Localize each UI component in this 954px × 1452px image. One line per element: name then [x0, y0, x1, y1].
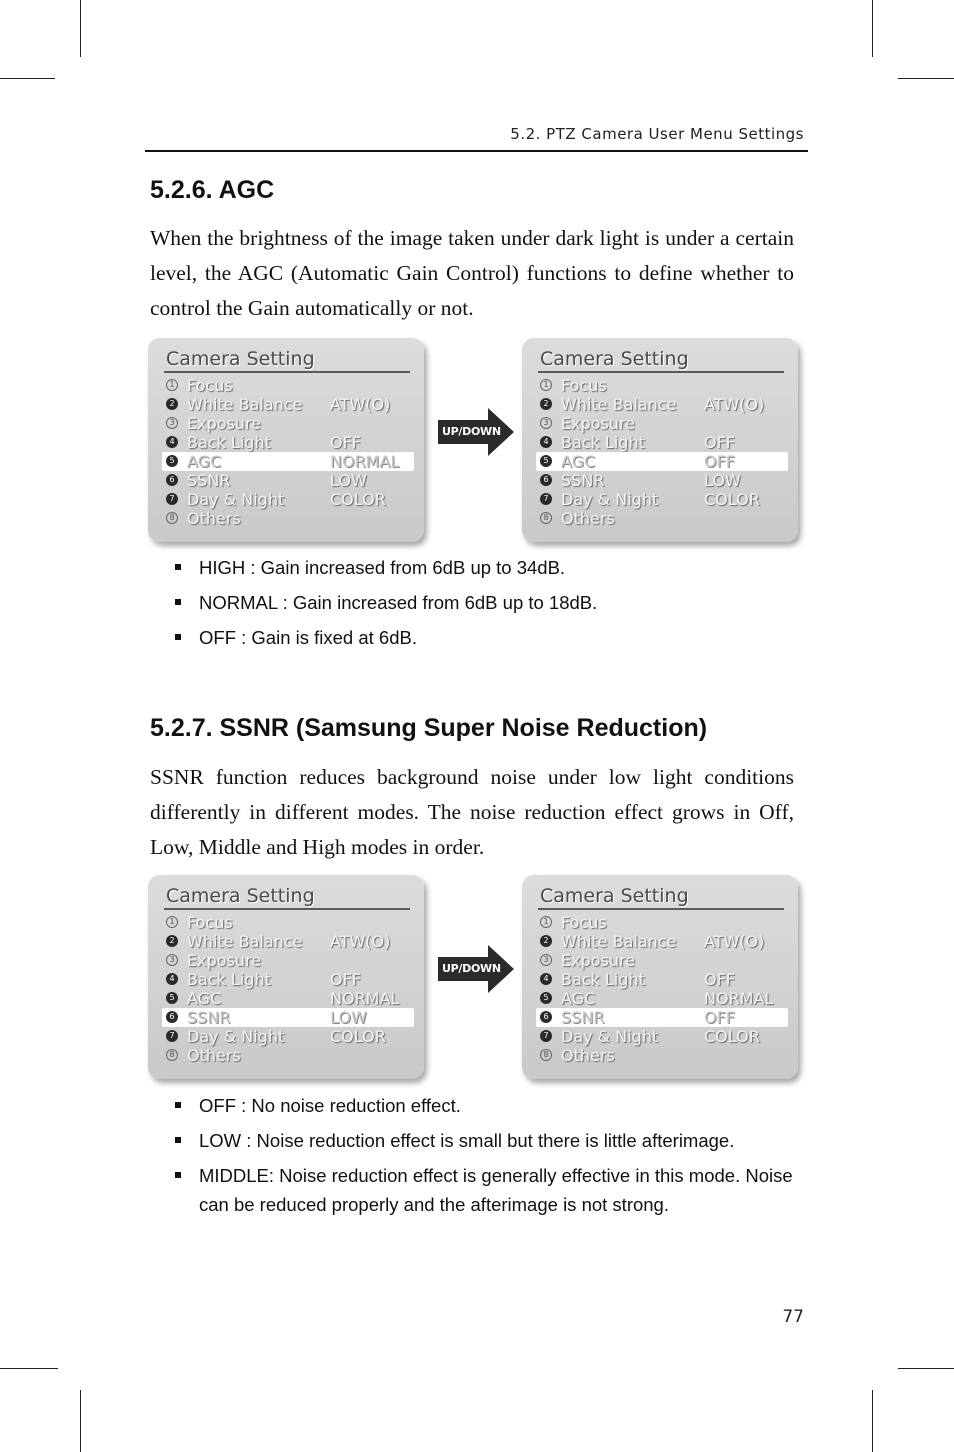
number-badge-icon: 3	[540, 417, 552, 429]
menu-row-label: Back Light	[187, 433, 271, 452]
number-badge-icon: 2	[166, 398, 178, 410]
menu-row-label: SSNR	[187, 471, 231, 490]
menu-row-label: AGC	[187, 989, 222, 1008]
arrow-label: UP/DOWN	[442, 425, 501, 438]
menu-row-ssnr-highlighted	[162, 1008, 414, 1027]
menu-row-focus	[162, 913, 414, 932]
menu-row-exposure	[536, 414, 788, 433]
camera-setting-panel-after	[522, 875, 798, 1079]
header-rule	[145, 150, 808, 152]
number-badge-icon: 1	[166, 379, 178, 391]
menu-row-day-night	[162, 490, 414, 509]
up-down-arrow-icon	[438, 945, 514, 993]
menu-row-value: NORMAL	[330, 989, 400, 1008]
menu-row-label: SSNR	[561, 471, 605, 490]
crop-mark	[872, 0, 873, 57]
menu-row-value: LOW	[330, 1008, 367, 1027]
menu-row-focus	[536, 913, 788, 932]
agc-mode-list	[175, 553, 815, 658]
menu-row-agc-highlighted	[536, 452, 788, 471]
menu-row-label: SSNR	[187, 1008, 231, 1027]
menu-row-label: Others	[561, 509, 615, 528]
menu-row-ssnr	[162, 471, 414, 490]
menu-row-label: Others	[561, 1046, 615, 1065]
menu-row-focus	[536, 376, 788, 395]
number-badge-icon: 7	[540, 493, 552, 505]
menu-row-label: Exposure	[561, 951, 636, 970]
menu-row-white-balance	[162, 395, 414, 414]
crop-mark	[80, 1390, 81, 1452]
agc-body-text: When the brightness of the image taken under dark light is under a certain level, the AGC (Automatic Gain Control) functions to define whether to control the Gain automatically or not.	[150, 226, 794, 320]
menu-row-others	[162, 1046, 414, 1065]
menu-row-day-night	[162, 1027, 414, 1046]
menu-row-value: COLOR	[330, 490, 386, 509]
menu-row-value: OFF	[330, 970, 361, 989]
menu-row-label: Exposure	[561, 414, 636, 433]
menu-row-label: Focus	[561, 913, 607, 932]
list-item: HIGH : Gain increased from 6dB up to 34dB.	[175, 553, 815, 582]
menu-row-label: Back Light	[561, 970, 645, 989]
menu-row-back-light	[536, 433, 788, 452]
menu-row-value: COLOR	[704, 1027, 760, 1046]
menu-row-label: Others	[187, 1046, 241, 1065]
menu-row-label: Day & Night	[187, 490, 285, 509]
number-badge-icon: 4	[540, 973, 552, 985]
number-badge-icon: 8	[166, 512, 178, 524]
menu-row-label: Exposure	[187, 951, 262, 970]
number-badge-icon: 5	[540, 992, 552, 1004]
number-badge-icon: 5	[166, 992, 178, 1004]
menu-row-white-balance	[536, 395, 788, 414]
number-badge-icon: 8	[166, 1049, 178, 1061]
menu-row-label: Back Light	[561, 433, 645, 452]
menu-row-label: SSNR	[561, 1008, 605, 1027]
menu-row-others	[536, 509, 788, 528]
menu-row-value: ATW(O)	[704, 932, 765, 951]
number-badge-icon: 6	[540, 474, 552, 486]
menu-row-exposure	[536, 951, 788, 970]
up-down-arrow-icon	[438, 408, 514, 456]
ssnr-body-text: SSNR function reduces background noise under low light conditions differently in different modes. The noise reduction effect grows in Off, Low, Middle and High modes in order.	[150, 765, 794, 859]
menu-row-ssnr	[536, 471, 788, 490]
number-badge-icon: 6	[166, 474, 178, 486]
number-badge-icon: 1	[166, 916, 178, 928]
number-badge-icon: 8	[540, 1049, 552, 1061]
menu-row-agc	[536, 989, 788, 1008]
crop-mark	[872, 1390, 873, 1452]
menu-row-white-balance	[536, 932, 788, 951]
menu-row-agc	[162, 989, 414, 1008]
arrow-label: UP/DOWN	[442, 962, 501, 975]
panel-divider	[538, 908, 784, 910]
menu-row-label: AGC	[561, 452, 596, 471]
menu-row-label: White Balance	[561, 932, 677, 951]
camera-setting-panel-after	[522, 338, 798, 542]
number-badge-icon: 1	[540, 379, 552, 391]
panel-title: Camera Setting	[166, 885, 315, 907]
number-badge-icon: 6	[540, 1011, 552, 1023]
menu-row-others	[162, 509, 414, 528]
number-badge-icon: 7	[540, 1030, 552, 1042]
menu-row-exposure	[162, 414, 414, 433]
menu-row-value: ATW(O)	[704, 395, 765, 414]
panel-title: Camera Setting	[166, 348, 315, 370]
panel-title: Camera Setting	[540, 348, 689, 370]
menu-row-value: OFF	[704, 1008, 735, 1027]
number-badge-icon: 5	[166, 455, 178, 467]
menu-row-agc-highlighted	[162, 452, 414, 471]
menu-row-exposure	[162, 951, 414, 970]
page-number: 77	[782, 1307, 804, 1327]
menu-row-day-night	[536, 1027, 788, 1046]
menu-row-others	[536, 1046, 788, 1065]
number-badge-icon: 3	[166, 417, 178, 429]
ssnr-menu-figure	[148, 875, 808, 1085]
menu-row-label: Day & Night	[187, 1027, 285, 1046]
menu-row-back-light	[162, 433, 414, 452]
menu-row-label: White Balance	[561, 395, 677, 414]
number-badge-icon: 3	[166, 954, 178, 966]
menu-row-label: Others	[187, 509, 241, 528]
list-item: OFF : Gain is fixed at 6dB.	[175, 623, 815, 652]
menu-row-label: Focus	[187, 376, 233, 395]
menu-row-value: OFF	[330, 433, 361, 452]
panel-title: Camera Setting	[540, 885, 689, 907]
number-badge-icon: 7	[166, 493, 178, 505]
menu-row-value: NORMAL	[704, 989, 774, 1008]
menu-row-value: OFF	[704, 970, 735, 989]
menu-row-value: LOW	[330, 471, 367, 490]
crop-mark	[80, 0, 81, 57]
menu-row-value: LOW	[704, 471, 741, 490]
number-badge-icon: 2	[540, 935, 552, 947]
menu-row-value: OFF	[704, 452, 735, 471]
menu-row-white-balance	[162, 932, 414, 951]
list-item: MIDDLE: Noise reduction effect is generally effective in this mode. Noise can be reduced properly and the afterimage is not strong.	[175, 1161, 815, 1219]
menu-row-focus	[162, 376, 414, 395]
menu-row-label: Focus	[561, 376, 607, 395]
menu-row-back-light	[162, 970, 414, 989]
menu-row-value: ATW(O)	[330, 932, 391, 951]
menu-row-ssnr-highlighted	[536, 1008, 788, 1027]
menu-row-label: AGC	[187, 452, 222, 471]
panel-divider	[164, 371, 410, 373]
menu-row-value: ATW(O)	[330, 395, 391, 414]
camera-setting-panel-before	[148, 338, 424, 542]
menu-row-value: OFF	[704, 433, 735, 452]
list-item: LOW : Noise reduction effect is small but there is little afterimage.	[175, 1126, 815, 1155]
number-badge-icon: 5	[540, 455, 552, 467]
agc-section-title: 5.2.6. AGC	[150, 176, 275, 204]
crop-mark	[898, 1368, 954, 1369]
menu-row-label: AGC	[561, 989, 596, 1008]
menu-row-label: Day & Night	[561, 490, 659, 509]
number-badge-icon: 3	[540, 954, 552, 966]
number-badge-icon: 2	[540, 398, 552, 410]
list-item: OFF : No noise reduction effect.	[175, 1091, 815, 1120]
crop-mark	[898, 78, 954, 79]
menu-row-value: COLOR	[330, 1027, 386, 1046]
menu-row-back-light	[536, 970, 788, 989]
agc-menu-figure	[148, 338, 808, 548]
list-item: NORMAL : Gain increased from 6dB up to 18dB.	[175, 588, 815, 617]
panel-divider	[164, 908, 410, 910]
menu-row-day-night	[536, 490, 788, 509]
menu-row-label: Focus	[187, 913, 233, 932]
number-badge-icon: 2	[166, 935, 178, 947]
ssnr-section-title: 5.2.7. SSNR (Samsung Super Noise Reduction)	[150, 714, 708, 742]
menu-row-label: Day & Night	[561, 1027, 659, 1046]
camera-setting-panel-before	[148, 875, 424, 1079]
running-head: 5.2. PTZ Camera User Menu Settings	[510, 125, 804, 143]
number-badge-icon: 6	[166, 1011, 178, 1023]
menu-row-label: Back Light	[187, 970, 271, 989]
menu-row-label: Exposure	[187, 414, 262, 433]
number-badge-icon: 4	[166, 436, 178, 448]
ssnr-mode-list	[175, 1091, 815, 1225]
menu-row-value: NORMAL	[330, 452, 400, 471]
panel-divider	[538, 371, 784, 373]
menu-row-value: COLOR	[704, 490, 760, 509]
menu-row-label: White Balance	[187, 395, 303, 414]
crop-mark	[0, 1368, 58, 1369]
number-badge-icon: 4	[166, 973, 178, 985]
menu-row-label: White Balance	[187, 932, 303, 951]
crop-mark	[0, 78, 55, 79]
number-badge-icon: 1	[540, 916, 552, 928]
number-badge-icon: 4	[540, 436, 552, 448]
number-badge-icon: 7	[166, 1030, 178, 1042]
number-badge-icon: 8	[540, 512, 552, 524]
